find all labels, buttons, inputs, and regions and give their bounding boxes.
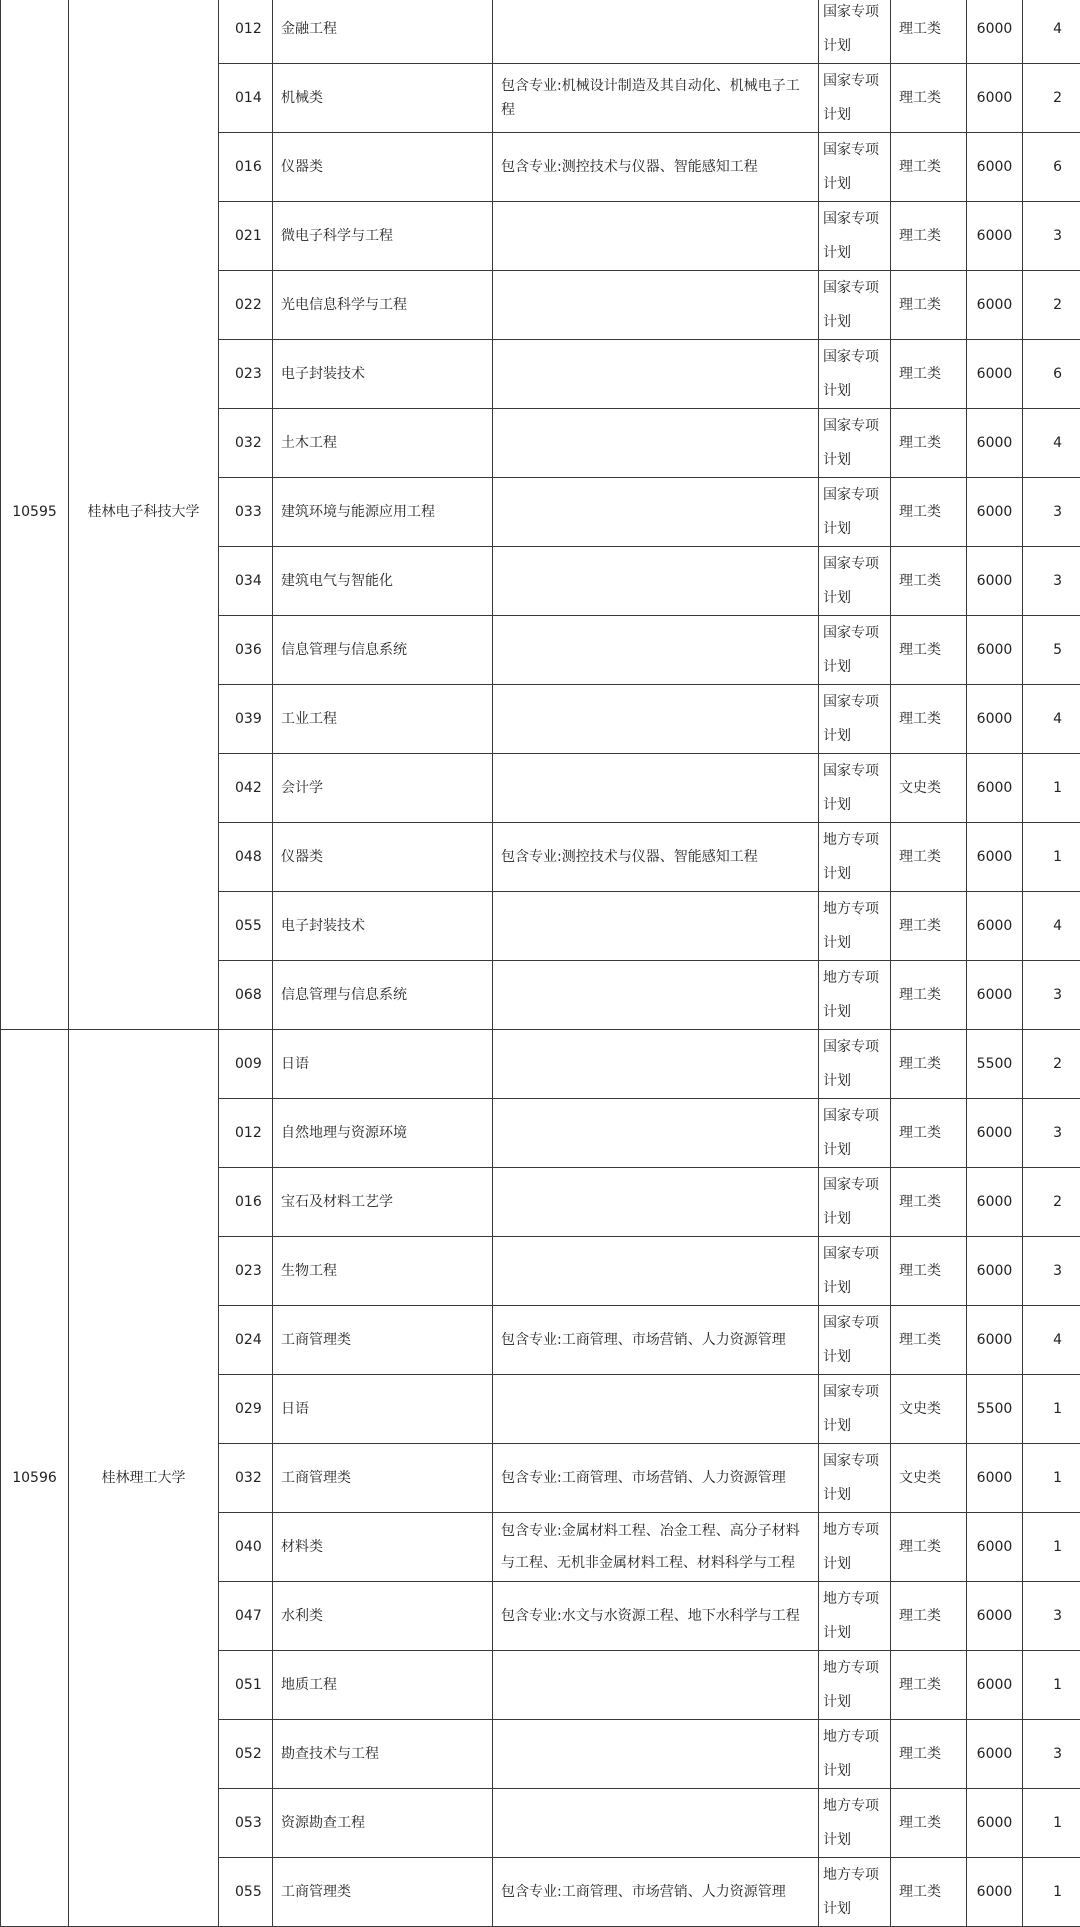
major-description-cell: 包含专业:测控技术与仪器、智能感知工程 xyxy=(493,133,819,202)
major-name-cell: 生物工程 xyxy=(273,1237,493,1306)
subject-category-cell: 文史类 xyxy=(891,1375,967,1444)
major-description-cell: 包含专业:工商管理、市场营销、人力资源管理 xyxy=(493,1306,819,1375)
plan-type-cell: 国家专项计划 xyxy=(819,685,891,754)
table-row xyxy=(1,1030,1080,1099)
plan-type-cell: 国家专项计划 xyxy=(819,271,891,340)
plan-type-cell: 国家专项计划 xyxy=(819,1237,891,1306)
major-name-cell: 材料类 xyxy=(273,1513,493,1582)
major-name-cell: 微电子科学与工程 xyxy=(273,202,493,271)
major-description-cell xyxy=(493,1720,819,1789)
major-name-cell: 勘查技术与工程 xyxy=(273,1720,493,1789)
major-description-cell xyxy=(493,1168,819,1237)
plan-type-cell: 国家专项计划 xyxy=(819,616,891,685)
subject-category-cell: 理工类 xyxy=(891,961,967,1030)
major-code-cell: 014 xyxy=(219,64,273,133)
major-description-cell xyxy=(493,1099,819,1168)
major-name-cell: 电子封装技术 xyxy=(273,892,493,961)
major-description-cell xyxy=(493,0,819,64)
subject-category-cell: 理工类 xyxy=(891,1306,967,1375)
major-name-cell: 仪器类 xyxy=(273,823,493,892)
major-code-cell: 009 xyxy=(219,1030,273,1099)
major-name-cell: 工商管理类 xyxy=(273,1306,493,1375)
tuition-fee-cell: 6000 xyxy=(967,271,1023,340)
enrollment-count-cell: 1 xyxy=(1023,1375,1080,1444)
major-description-cell xyxy=(493,1375,819,1444)
major-name-cell: 会计学 xyxy=(273,754,493,823)
major-name-cell: 水利类 xyxy=(273,1582,493,1651)
plan-type-cell: 国家专项计划 xyxy=(819,1168,891,1237)
tuition-fee-cell: 6000 xyxy=(967,409,1023,478)
enrollment-count-cell: 1 xyxy=(1023,1651,1080,1720)
major-description-cell xyxy=(493,754,819,823)
tuition-fee-cell: 6000 xyxy=(967,1858,1023,1927)
major-description-cell xyxy=(493,340,819,409)
plan-type-cell: 国家专项计划 xyxy=(819,0,891,64)
tuition-fee-cell: 6000 xyxy=(967,1306,1023,1375)
school-name-cell: 桂林理工大学 xyxy=(69,1030,219,1927)
major-code-cell: 055 xyxy=(219,892,273,961)
major-description-cell xyxy=(493,892,819,961)
tuition-fee-cell: 6000 xyxy=(967,340,1023,409)
major-description-cell: 包含专业:水文与水资源工程、地下水科学与工程 xyxy=(493,1582,819,1651)
subject-category-cell: 理工类 xyxy=(891,202,967,271)
major-description-cell: 包含专业:工商管理、市场营销、人力资源管理 xyxy=(493,1858,819,1927)
major-name-cell: 宝石及材料工艺学 xyxy=(273,1168,493,1237)
enrollment-count-cell: 3 xyxy=(1023,478,1080,547)
subject-category-cell: 理工类 xyxy=(891,1168,967,1237)
tuition-fee-cell: 6000 xyxy=(967,616,1023,685)
enrollment-count-cell: 2 xyxy=(1023,1030,1080,1099)
major-name-cell: 建筑电气与智能化 xyxy=(273,547,493,616)
major-code-cell: 032 xyxy=(219,1444,273,1513)
tuition-fee-cell: 6000 xyxy=(967,64,1023,133)
major-name-cell: 电子封装技术 xyxy=(273,340,493,409)
subject-category-cell: 理工类 xyxy=(891,1237,967,1306)
major-code-cell: 068 xyxy=(219,961,273,1030)
major-code-cell: 055 xyxy=(219,1858,273,1927)
plan-type-cell: 地方专项计划 xyxy=(819,1582,891,1651)
table-row xyxy=(1,0,1080,64)
plan-type-cell: 国家专项计划 xyxy=(819,409,891,478)
major-name-cell: 自然地理与资源环境 xyxy=(273,1099,493,1168)
enrollment-count-cell: 2 xyxy=(1023,1168,1080,1237)
plan-type-cell: 国家专项计划 xyxy=(819,1375,891,1444)
subject-category-cell: 理工类 xyxy=(891,64,967,133)
subject-category-cell: 理工类 xyxy=(891,616,967,685)
major-code-cell: 024 xyxy=(219,1306,273,1375)
tuition-fee-cell: 6000 xyxy=(967,892,1023,961)
school-name-cell: 桂林电子科技大学 xyxy=(69,0,219,1030)
plan-type-cell: 国家专项计划 xyxy=(819,478,891,547)
subject-category-cell: 理工类 xyxy=(891,547,967,616)
enrollment-count-cell: 3 xyxy=(1023,961,1080,1030)
tuition-fee-cell: 5500 xyxy=(967,1375,1023,1444)
major-code-cell: 023 xyxy=(219,1237,273,1306)
major-code-cell: 012 xyxy=(219,1099,273,1168)
plan-type-cell: 地方专项计划 xyxy=(819,892,891,961)
major-description-cell: 包含专业:金属材料工程、冶金工程、高分子材料与工程、无机非金属材料工程、材料科学与工程 xyxy=(493,1513,819,1582)
enrollment-count-cell: 5 xyxy=(1023,616,1080,685)
plan-type-cell: 地方专项计划 xyxy=(819,1651,891,1720)
subject-category-cell: 理工类 xyxy=(891,823,967,892)
subject-category-cell: 理工类 xyxy=(891,1789,967,1858)
subject-category-cell: 理工类 xyxy=(891,1651,967,1720)
major-code-cell: 040 xyxy=(219,1513,273,1582)
subject-category-cell: 理工类 xyxy=(891,1099,967,1168)
major-name-cell: 地质工程 xyxy=(273,1651,493,1720)
tuition-fee-cell: 6000 xyxy=(967,1237,1023,1306)
plan-type-cell: 国家专项计划 xyxy=(819,64,891,133)
tuition-fee-cell: 6000 xyxy=(967,685,1023,754)
major-description-cell xyxy=(493,961,819,1030)
subject-category-cell: 理工类 xyxy=(891,685,967,754)
enrollment-count-cell: 6 xyxy=(1023,133,1080,202)
major-code-cell: 042 xyxy=(219,754,273,823)
plan-type-cell: 国家专项计划 xyxy=(819,547,891,616)
major-name-cell: 金融工程 xyxy=(273,0,493,64)
major-code-cell: 016 xyxy=(219,1168,273,1237)
tuition-fee-cell: 6000 xyxy=(967,478,1023,547)
major-code-cell: 039 xyxy=(219,685,273,754)
plan-type-cell: 国家专项计划 xyxy=(819,1306,891,1375)
major-code-cell: 023 xyxy=(219,340,273,409)
tuition-fee-cell: 6000 xyxy=(967,1099,1023,1168)
subject-category-cell: 理工类 xyxy=(891,892,967,961)
tuition-fee-cell: 6000 xyxy=(967,1651,1023,1720)
major-code-cell: 029 xyxy=(219,1375,273,1444)
plan-type-cell: 地方专项计划 xyxy=(819,823,891,892)
subject-category-cell: 理工类 xyxy=(891,340,967,409)
major-description-cell: 包含专业:机械设计制造及其自动化、机械电子工程 xyxy=(493,64,819,133)
major-code-cell: 047 xyxy=(219,1582,273,1651)
enrollment-count-cell: 1 xyxy=(1023,1858,1080,1927)
plan-type-cell: 地方专项计划 xyxy=(819,1858,891,1927)
enrollment-count-cell: 3 xyxy=(1023,1237,1080,1306)
subject-category-cell: 理工类 xyxy=(891,0,967,64)
plan-type-cell: 地方专项计划 xyxy=(819,1720,891,1789)
table-body xyxy=(1,0,1080,1927)
subject-category-cell: 理工类 xyxy=(891,133,967,202)
enrollment-count-cell: 1 xyxy=(1023,754,1080,823)
major-description-cell xyxy=(493,616,819,685)
enrollment-count-cell: 2 xyxy=(1023,64,1080,133)
major-name-cell: 资源勘查工程 xyxy=(273,1789,493,1858)
school-code-cell: 10596 xyxy=(1,1030,69,1927)
major-name-cell: 光电信息科学与工程 xyxy=(273,271,493,340)
major-description-cell xyxy=(493,271,819,340)
subject-category-cell: 理工类 xyxy=(891,1513,967,1582)
plan-type-cell: 国家专项计划 xyxy=(819,754,891,823)
plan-type-cell: 国家专项计划 xyxy=(819,340,891,409)
tuition-fee-cell: 6000 xyxy=(967,547,1023,616)
plan-type-cell: 国家专项计划 xyxy=(819,1099,891,1168)
subject-category-cell: 理工类 xyxy=(891,409,967,478)
subject-category-cell: 理工类 xyxy=(891,478,967,547)
major-description-cell xyxy=(493,1030,819,1099)
plan-type-cell: 国家专项计划 xyxy=(819,1444,891,1513)
major-code-cell: 051 xyxy=(219,1651,273,1720)
tuition-fee-cell: 6000 xyxy=(967,1444,1023,1513)
enrollment-count-cell: 6 xyxy=(1023,340,1080,409)
major-code-cell: 021 xyxy=(219,202,273,271)
plan-type-cell: 地方专项计划 xyxy=(819,1789,891,1858)
tuition-fee-cell: 6000 xyxy=(967,133,1023,202)
major-name-cell: 日语 xyxy=(273,1375,493,1444)
major-description-cell xyxy=(493,1789,819,1858)
major-name-cell: 工商管理类 xyxy=(273,1444,493,1513)
tuition-fee-cell: 6000 xyxy=(967,202,1023,271)
enrollment-count-cell: 2 xyxy=(1023,271,1080,340)
major-name-cell: 工商管理类 xyxy=(273,1858,493,1927)
enrollment-count-cell: 4 xyxy=(1023,0,1080,64)
major-description-cell xyxy=(493,202,819,271)
tuition-fee-cell: 6000 xyxy=(967,1513,1023,1582)
tuition-fee-cell: 6000 xyxy=(967,1789,1023,1858)
subject-category-cell: 理工类 xyxy=(891,1582,967,1651)
tuition-fee-cell: 6000 xyxy=(967,1168,1023,1237)
major-description-cell xyxy=(493,547,819,616)
plan-type-cell: 国家专项计划 xyxy=(819,202,891,271)
major-name-cell: 信息管理与信息系统 xyxy=(273,616,493,685)
plan-type-cell: 地方专项计划 xyxy=(819,1513,891,1582)
enrollment-count-cell: 3 xyxy=(1023,547,1080,616)
major-code-cell: 022 xyxy=(219,271,273,340)
enrollment-count-cell: 3 xyxy=(1023,202,1080,271)
major-description-cell: 包含专业:测控技术与仪器、智能感知工程 xyxy=(493,823,819,892)
enrollment-count-cell: 4 xyxy=(1023,892,1080,961)
major-code-cell: 053 xyxy=(219,1789,273,1858)
enrollment-count-cell: 1 xyxy=(1023,1513,1080,1582)
major-name-cell: 机械类 xyxy=(273,64,493,133)
plan-type-cell: 国家专项计划 xyxy=(819,1030,891,1099)
major-code-cell: 032 xyxy=(219,409,273,478)
enrollment-count-cell: 4 xyxy=(1023,409,1080,478)
tuition-fee-cell: 6000 xyxy=(967,823,1023,892)
enrollment-count-cell: 1 xyxy=(1023,1789,1080,1858)
enrollment-count-cell: 3 xyxy=(1023,1582,1080,1651)
major-code-cell: 052 xyxy=(219,1720,273,1789)
tuition-fee-cell: 6000 xyxy=(967,1582,1023,1651)
enrollment-count-cell: 3 xyxy=(1023,1099,1080,1168)
major-description-cell xyxy=(493,409,819,478)
subject-category-cell: 理工类 xyxy=(891,271,967,340)
major-name-cell: 工业工程 xyxy=(273,685,493,754)
plan-type-cell: 地方专项计划 xyxy=(819,961,891,1030)
major-code-cell: 048 xyxy=(219,823,273,892)
major-description-cell xyxy=(493,685,819,754)
major-name-cell: 土木工程 xyxy=(273,409,493,478)
major-name-cell: 信息管理与信息系统 xyxy=(273,961,493,1030)
school-code-cell: 10595 xyxy=(1,0,69,1030)
enrollment-count-cell: 4 xyxy=(1023,685,1080,754)
major-code-cell: 016 xyxy=(219,133,273,202)
major-name-cell: 建筑环境与能源应用工程 xyxy=(273,478,493,547)
enrollment-count-cell: 3 xyxy=(1023,1720,1080,1789)
subject-category-cell: 理工类 xyxy=(891,1858,967,1927)
major-description-cell xyxy=(493,478,819,547)
plan-type-cell: 国家专项计划 xyxy=(819,133,891,202)
major-name-cell: 仪器类 xyxy=(273,133,493,202)
tuition-fee-cell: 6000 xyxy=(967,1720,1023,1789)
subject-category-cell: 文史类 xyxy=(891,1444,967,1513)
enrollment-count-cell: 4 xyxy=(1023,1306,1080,1375)
major-code-cell: 034 xyxy=(219,547,273,616)
enrollment-count-cell: 1 xyxy=(1023,823,1080,892)
major-description-cell xyxy=(493,1651,819,1720)
tuition-fee-cell: 6000 xyxy=(967,961,1023,1030)
subject-category-cell: 文史类 xyxy=(891,754,967,823)
major-code-cell: 033 xyxy=(219,478,273,547)
major-code-cell: 036 xyxy=(219,616,273,685)
tuition-fee-cell: 6000 xyxy=(967,0,1023,64)
major-name-cell: 日语 xyxy=(273,1030,493,1099)
subject-category-cell: 理工类 xyxy=(891,1720,967,1789)
major-description-cell: 包含专业:工商管理、市场营销、人力资源管理 xyxy=(493,1444,819,1513)
enrollment-count-cell: 1 xyxy=(1023,1444,1080,1513)
subject-category-cell: 理工类 xyxy=(891,1030,967,1099)
major-code-cell: 012 xyxy=(219,0,273,64)
major-description-cell xyxy=(493,1237,819,1306)
tuition-fee-cell: 6000 xyxy=(967,754,1023,823)
tuition-fee-cell: 5500 xyxy=(967,1030,1023,1099)
